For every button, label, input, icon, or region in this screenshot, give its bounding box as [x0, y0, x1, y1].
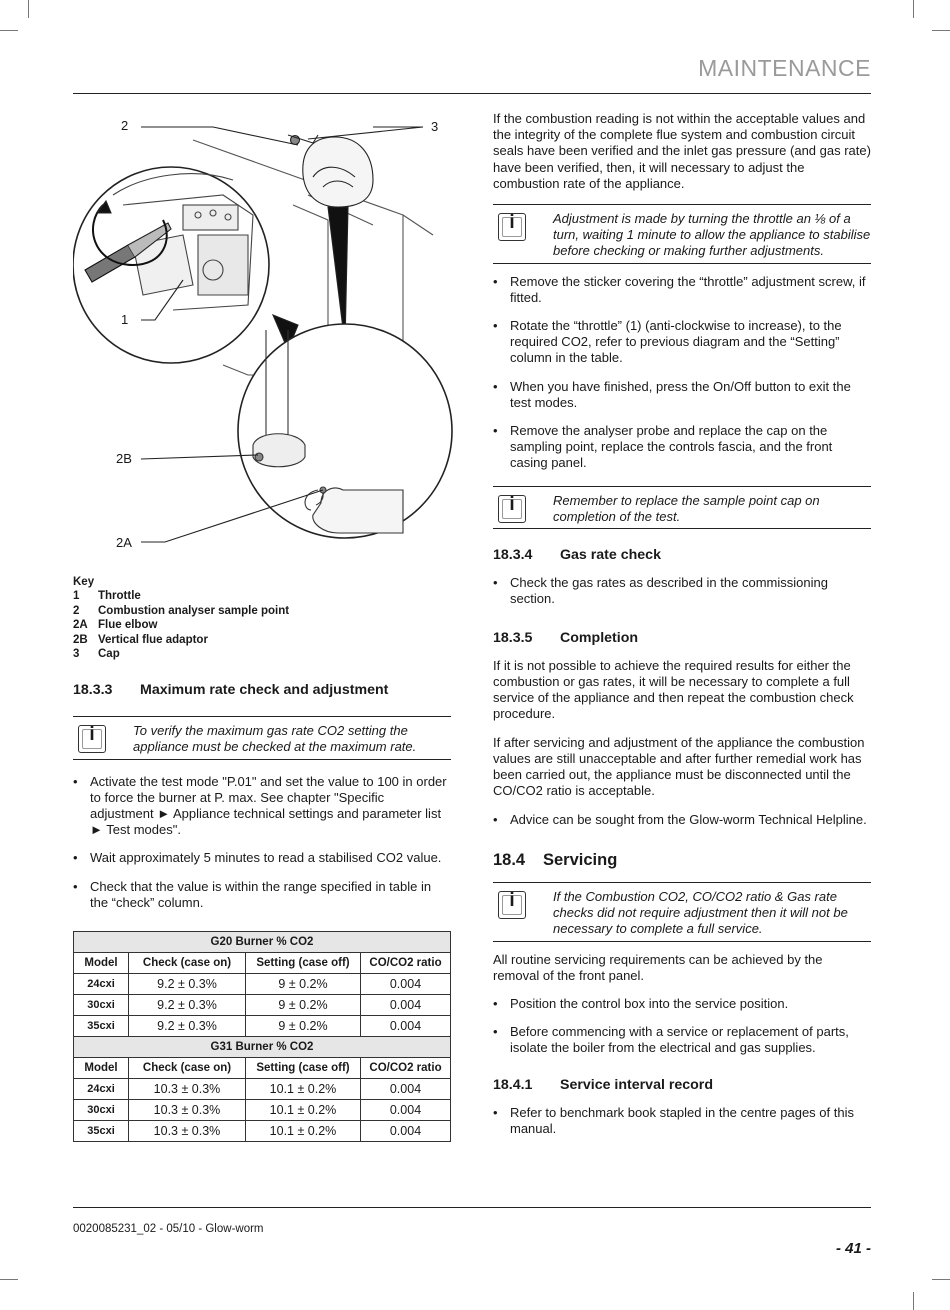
table-row: 35cxi 10.3 ± 0.3% 10.1 ± 0.2% 0.004: [74, 1121, 451, 1142]
paragraph: If it is not possible to achieve the required results for either the combustion or gas rates, it will be necessary to complete a full service of the appliance and then repeat the combustion check procedure.: [493, 657, 854, 722]
section-heading-18-3-3: 18.3.3 Maximum rate check and adjustment: [73, 682, 389, 698]
figure-key: [73, 575, 289, 661]
key-item: 1 Throttle: [73, 590, 141, 603]
key-item: 2A Flue elbow: [73, 619, 158, 632]
list-item: • Advice can be sought from the Glow-worm Technical Helpline.: [493, 812, 871, 828]
page-header-title: MAINTENANCE: [698, 55, 871, 81]
list-item: • Rotate the “throttle” (1) (anti-clockwise to increase), to the required CO2, refer to previous diagram and the “Setting” column in the table.: [493, 318, 871, 367]
list-item: • Position the control box into the service position.: [493, 996, 871, 1012]
table-row: 30cxi 10.3 ± 0.3% 10.1 ± 0.2% 0.004: [74, 1100, 451, 1121]
table-row: 24cxi 9.2 ± 0.3% 9 ± 0.2% 0.004: [74, 974, 451, 995]
table-caption: G31 Burner % CO2: [74, 1037, 451, 1058]
header-rule: [73, 93, 871, 94]
callout-2b: 2B: [116, 451, 132, 466]
list-item: • Activate the test mode "P.01" and set the value to 100 in order to force the burner at P. max. See chapter "Specific adjustment ► Appliance technical settings and parameter list ► Test modes".: [73, 774, 451, 839]
info-note: i Adjustment is made by turning the throttle an ⅛ of a turn, waiting 1 minute to allow the appliance to stabilise before checking or making further adjustments.: [493, 204, 871, 264]
section-heading-18-4-1: 18.4.1 Service interval record: [493, 1076, 713, 1093]
list-item: • Check the gas rates as described in the commissioning section.: [493, 575, 871, 607]
table-header-row: Model Check (case on) Setting (case off) CO/CO2 ratio: [74, 1058, 451, 1079]
key-item: 3 Cap: [73, 648, 120, 661]
co2-table: [73, 931, 451, 1142]
list-item: • When you have finished, press the On/Off button to exit the test modes.: [493, 379, 871, 411]
document-reference: 0020085231_02 - 05/10 - Glow-worm: [73, 1223, 264, 1235]
paragraph: All routine servicing requirements can be achieved by the removal of the front panel.: [493, 951, 823, 983]
list-item: • Check that the value is within the range specified in table in the “check” column.: [73, 879, 451, 911]
table-header-row: Model Check (case on) Setting (case off) CO/CO2 ratio: [74, 953, 451, 974]
info-note: i If the Combustion CO2, CO/CO2 ratio & Gas rate checks did not require adjustment then it will not be necessary to complete a full service.: [493, 882, 871, 942]
list-item: • Remove the analyser probe and replace the cap on the sampling point, replace the controls fascia, and the front casing panel.: [493, 423, 871, 472]
table-caption: G20 Burner % CO2: [74, 932, 451, 953]
key-item: 2B Vertical flue adaptor: [73, 633, 208, 646]
left-column: [73, 682, 451, 923]
intro-paragraph: If the combustion reading is not within the acceptable values and the integrity of the complete flue system and combustion circuit seals have been verified and the inlet gas pressure (and gas rate) have been verified, then, it will necessary to adjust the combustion rate of the appliance.: [493, 111, 871, 191]
list-item: • Refer to benchmark book stapled in the centre pages of this manual.: [493, 1105, 871, 1137]
table-row: 30cxi 9.2 ± 0.3% 9 ± 0.2% 0.004: [74, 995, 451, 1016]
callout-2: 2: [121, 118, 129, 133]
paragraph: If after servicing and adjustment of the appliance the combustion values are still unacceptable and after further remedial work has been carried out, the appliance must be disconnected until the CO/CO2 ratio is acceptable.: [493, 734, 865, 799]
page-number: - 41 -: [835, 1240, 871, 1257]
callout-3: 3: [431, 119, 439, 134]
footer-rule: [73, 1207, 871, 1208]
info-icon: [498, 213, 526, 241]
info-note: i Remember to replace the sample point cap on completion of the test.: [493, 486, 871, 529]
boiler-diagram: [73, 105, 473, 565]
list-item: • Before commencing with a service or replacement of parts, isolate the boiler from the electrical and gas supplies.: [493, 1024, 871, 1056]
info-icon: [498, 891, 526, 919]
right-column: [493, 111, 871, 1149]
info-icon: [78, 725, 106, 753]
list-item: • Wait approximately 5 minutes to read a stabilised CO2 value.: [73, 850, 451, 866]
info-note: i To verify the maximum gas rate CO2 setting the appliance must be checked at the maximum rate.: [73, 716, 451, 759]
section-heading-18-3-5: 18.3.5 Completion: [493, 629, 639, 646]
list-item: • Remove the sticker covering the “throttle” adjustment screw, if fitted.: [493, 274, 871, 306]
table-row: 35cxi 9.2 ± 0.3% 9 ± 0.2% 0.004: [74, 1016, 451, 1037]
section-heading-18-4: 18.4 Servicing: [493, 850, 618, 869]
callout-2a: 2A: [116, 535, 132, 550]
key-title: Key: [73, 576, 95, 588]
table-row: 24cxi 10.3 ± 0.3% 10.1 ± 0.2% 0.004: [74, 1079, 451, 1100]
callout-1: 1: [121, 312, 129, 327]
info-icon: [498, 495, 526, 523]
key-item: 2 Combustion analyser sample point: [73, 604, 290, 617]
section-heading-18-3-4: 18.3.4 Gas rate check: [493, 547, 661, 564]
